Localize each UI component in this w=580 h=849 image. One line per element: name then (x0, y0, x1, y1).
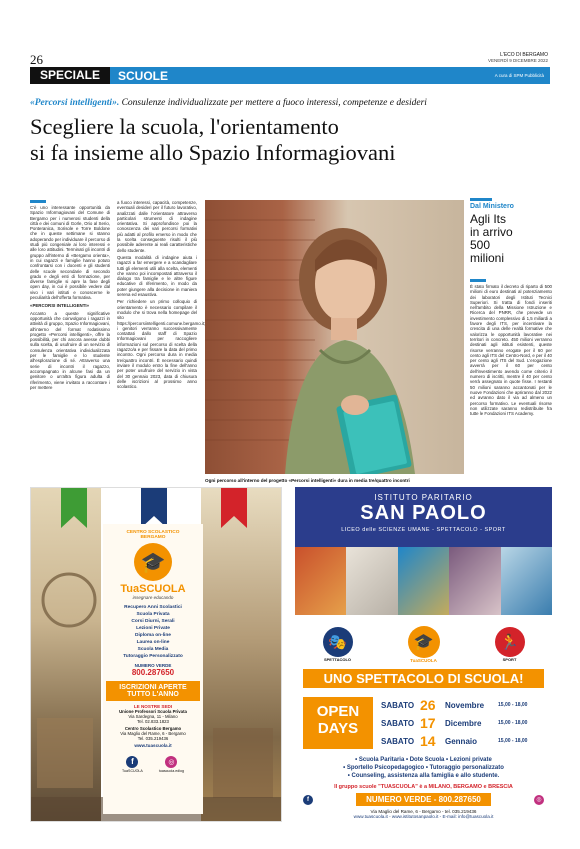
ad-san-paolo (295, 487, 552, 820)
credit: A cura di SPM Pubblicità (494, 73, 544, 78)
sidebar-title-line: Agli Its (470, 212, 507, 226)
ad-header (295, 487, 552, 547)
social-row (103, 751, 203, 773)
sidebar-body: È stato firmato il decreto di riparto di 500 milioni di euro destinati al potenziamento dei laboratori degli Istituti Tecnici Superiori. Si tratta di fondi inseriti nell'ambito della Missione Istruzione e Ricerca del PNRR, che prevede un investimento complessivo di 1,5 miliardi a favore degli ITS, per incentivare la crescita di una delle realtà formative che valorizza le opportunità lavorative nei territori in concreto. 450 milioni verranno destinati agli istituti esistenti, queste risorse verranno erogate per il 60 per cento agli ITS del Centro-Nord, e per il 40 per cento agli ITS del Sud. L'erogazione avverrà per il 60 per cento dell'investimento avendo come criterio il numero di iscritti, mentre il 40 per cento verrà assegnato in quote fisse. I restanti 50 milioni saranno accantonati per le nuove Fondazioni che apriranno dal 2022 ed avranno dato il via ad almeno un percorso formativo. Le eventuali risorse non utilizzate saranno redistribuite fra tutte le Fondazioni ITS Academy. (470, 284, 552, 417)
sidebar-title-line: 500 (470, 238, 491, 252)
service-item: Lezioni Private (136, 626, 170, 631)
runner-icon: 🏃 (495, 627, 525, 657)
photo-gymnast (346, 547, 397, 615)
sidebar-title-line: in arrivo (470, 225, 513, 239)
instagram-icon: ◎ (165, 756, 177, 768)
article-column-1 (30, 200, 110, 392)
photo-caption: Ogni percorso all'interno del progetto «Percorsi intelligenti» dura in media tre/quattro incontri (205, 478, 410, 483)
open-day-time: 15,00 - 18,00 (498, 702, 528, 708)
open-day-weekday: SABATO (381, 700, 415, 710)
service-item: Tutoraggio Personalizzato (123, 654, 183, 659)
social-label: TuaSCUOLA (121, 769, 143, 773)
photo-ribbon (501, 547, 552, 615)
phone-number: 800.287650 (131, 668, 175, 677)
office-name: Unione Professori Scuola Privata (119, 709, 187, 714)
photo-athlete (398, 547, 449, 615)
photo-strip (295, 547, 552, 615)
open-day-month: Gennaio (445, 736, 478, 746)
office-address: Via Maglio del Rame, 6 - Bergamo (120, 731, 186, 736)
bullet-line: • Counseling, assistenza alla famiglia e allo studente. (347, 773, 500, 779)
ad-subtitle: LICEO delle SCIENZE UMANE - SPETTACOLO - SPORT (341, 527, 506, 533)
brand-tagline: insegnare educando (132, 595, 174, 600)
photo-dancers (295, 547, 346, 615)
open-days-list (373, 696, 544, 750)
paragraph: Questa modalità di indagine aiuta i ragazzi a far emergere e a scandagliare tutti gli elementi utili alla scelta, elementi che vanno poi incompostati attraverso il dialogo tra famiglie e le altre figure educative di riferimento, in modo da poter giungere alla decisione in maniera serena ed esaustiva. (117, 254, 197, 298)
paragraph: Accanto a queste significative opportunità che coinvolgono i ragazzi in attività di gruppo, Spazio Informagiovani, all'interno del format rodatissimo progetto «Percorsi intelligenti», offre la possibilità, per chi ancora avesse dubbi sulla scelta, di usufruire di un servizio di consulenza orientativa individualizzata per le famiglie e lo studente all'esplorazione di sé. Attraverso una serie di incontri il ragazzo, accompagnato in alcune fasi da un genitore o un'altra figura adulta di riferimento, viene invitato a raccontare i per mettere (30, 310, 110, 390)
headline-line-1: Scegliere la scuola, l'orientamento (30, 114, 339, 139)
sidebar-title (470, 213, 552, 265)
service-item: Diploma on-line (135, 633, 171, 638)
center-label: BERGAMO (140, 535, 166, 540)
ad-title: SAN PAOLO (360, 502, 487, 524)
headline-line-2: si fa insieme allo Spazio Informagiovani (30, 140, 396, 165)
ad-tuascuola (30, 487, 282, 822)
subsection-label: SCUOLE (118, 68, 169, 83)
ad-bullets (295, 756, 552, 780)
sidebar-rule (470, 279, 486, 282)
open-day-time: 15,00 - 18,00 (498, 720, 528, 726)
ad-group: Il gruppo scuole "TUASCUOLA" è a MILANO, BERGAMO e BRESCIA (334, 784, 513, 790)
office-name: Centro Scolastico Bergamo (124, 726, 182, 731)
phone-row (303, 793, 544, 806)
ad-panel (103, 524, 203, 814)
column-rule (30, 200, 46, 203)
ad-banner: UNO SPETTACOLO DI SCUOLA! (303, 669, 544, 688)
phone-label: NUMERO VERDE (134, 663, 172, 668)
open-day-weekday: SABATO (381, 718, 415, 728)
bullet-line: • Scuola Paritaria • Dote Scuola • Lezioni private (355, 757, 492, 763)
open-day-row (381, 696, 544, 714)
office-address: Via Sardegna, 11 - Milano (128, 714, 178, 719)
graduation-cap-icon: 🎓 (134, 543, 172, 581)
logo-label: TuaSCUOLA (410, 657, 437, 663)
subheading: «PERCORSI INTELLIGENTI» (30, 303, 90, 309)
bullet-line: • Sportello Psicopedagogico • Tutoraggio personalizzato (343, 765, 504, 771)
section-label: SPECIALE (30, 67, 110, 84)
page-number: 26 (30, 52, 43, 67)
theater-masks-icon: 🎭 (323, 627, 353, 657)
open-day-day: 14 (420, 733, 436, 749)
service-item: Corsi Diurni, Serali (131, 619, 175, 624)
sidebar-kicker: Dal Ministero (470, 203, 514, 210)
paragraph: a fuoco interessi, capacità, competenze, eventuali desideri per il futuro lavorativo, analizzati dalle l'orientatore attraverso particolari strumenti di indagine orientativa. Si approfondisce poi la conoscenza dei vari percorsi formativi più adatti al profilo emerso in modo che la scelta conseguente risulti il più possibile aderente ai reali caratteristiche dello studente. (117, 200, 197, 253)
ad-web[interactable]: www.tuascuola.it - www.istitutosanpaolo.it - E-mail: info@tuascuola.it (353, 814, 494, 819)
enroll-line: TUTTO L'ANNO (127, 691, 179, 698)
sidebar-title-line: milioni (470, 251, 505, 265)
logo-item (323, 627, 353, 662)
graduation-cap-icon: 🎓 (408, 626, 440, 658)
open-line: DAYS (317, 720, 359, 737)
service-item: Laurea on-line (136, 640, 170, 645)
open-day-weekday: SABATO (381, 736, 415, 746)
office-phone: Tel. 02.833.1823 (137, 719, 169, 724)
publication-date: VENERDÌ 9 DICEMBRE 2022 (487, 58, 548, 63)
headline (30, 114, 560, 166)
newspaper-name: L'ECO DI BERGAMO (500, 52, 548, 58)
section-bar (30, 67, 550, 84)
center-label: CENTRO SCOLASTICO (126, 530, 180, 535)
social-label: tuascuola.edlog (158, 769, 185, 773)
logo-label: SPETTACOLO (323, 656, 352, 662)
kicker: «Percorsi intelligenti». (30, 98, 120, 108)
enroll-line: ISCRIZIONI APERTE (119, 684, 187, 691)
sidebar-rule (470, 198, 492, 201)
facebook-icon: f (126, 756, 138, 768)
open-day-row (381, 732, 544, 750)
logo-item (495, 627, 525, 662)
paragraph: C'è uno interessante opportunità da Spazio Informagiovani del Comune di Bergamo per i numerosi studenti della città e dei comuni di Gorle, Orio al Serio, Ponteranica, Sorisole e Torre Boldone che in queste settimane si stanno adoperando per individuare il percorso di studi più congeniale ai loro interessi e alle loro attitudini. Terminati gli incontri di gruppo all'interno di «Bergamo orienta», in cui ragazzi e famiglie hanno potuto confrontarsi con i docenti e gli studenti delle scuole secondarie di secondo grado e degli enti di formazione, per diverse famiglie si apre la fase degli open day, in cui è possibile vedere dal vivo i vari istituti e conoscerne le peculiarità dell'offerta formativa. (30, 205, 110, 301)
service-item: Recupero Anni Scolastici (124, 605, 182, 610)
paragraph: Per richiedere un primo colloquio di orientamento è necessario compilare il modulo che si trova nella homepage del sito https://percorsiintelligenti.comune.bergamo.it; i genitori verranno successivamente contattati dallo staff di Spazio Informagiovani per raccogliere informazioni sul percorso di scelta della ragazzo/a e per fissare la data del primo incontro. Ogni percorso dura in media tre/quattro incontri. È necessario quindi inviare il modulo entro la fine dell'anno per poter usufruire del servizio in vista del 30 gennaio 2023, data di chiusura delle iscrizioni al prossimo anno scolastico. (117, 299, 206, 390)
open-day-month: Dicembre (445, 718, 482, 728)
ad-pretitle: ISTITUTO PARITARIO (374, 493, 473, 502)
website[interactable]: www.tuascuola.it (134, 743, 172, 748)
brand-name: TuaSCUOLA (120, 583, 186, 595)
open-day-day: 26 (420, 697, 436, 713)
photo-ballet (449, 547, 500, 615)
article-column-2 (117, 200, 206, 391)
open-day-row (381, 714, 544, 732)
article-photo (205, 200, 464, 474)
service-item: Scuola Privata (136, 612, 170, 617)
facebook-icon[interactable]: f (303, 795, 313, 805)
open-day-day: 17 (420, 715, 436, 731)
social-item[interactable] (159, 751, 184, 773)
open-line: OPEN (316, 703, 360, 720)
service-item: Scuola Media (137, 647, 169, 652)
social-item[interactable] (122, 751, 143, 773)
logo-label: SPORT (502, 656, 517, 662)
enroll-banner (106, 681, 200, 701)
ad-address: Via Maglio del Rame, 6 - Bergamo - tel. 035.219436 (370, 809, 477, 814)
services-list (103, 604, 203, 660)
sidebar (470, 198, 552, 416)
offices-title: LE NOSTRE SEDI (133, 704, 173, 709)
student-illustration (205, 200, 464, 474)
open-day-time: 15,00 - 18,00 (498, 738, 528, 744)
open-days-label (303, 697, 373, 749)
article-summary (30, 98, 560, 108)
logo-item (408, 626, 440, 663)
logo-row (295, 615, 552, 669)
summary: Consulenze individualizzate per mettere a fuoco interessi, competenze e desideri (121, 98, 427, 108)
open-days-section (303, 692, 544, 754)
instagram-icon[interactable]: ◎ (534, 795, 544, 805)
office-phone: Tel. 035.219436 (137, 736, 169, 741)
open-day-month: Novembre (445, 700, 485, 710)
phone-banner: NUMERO VERDE - 800.287650 (356, 793, 491, 806)
